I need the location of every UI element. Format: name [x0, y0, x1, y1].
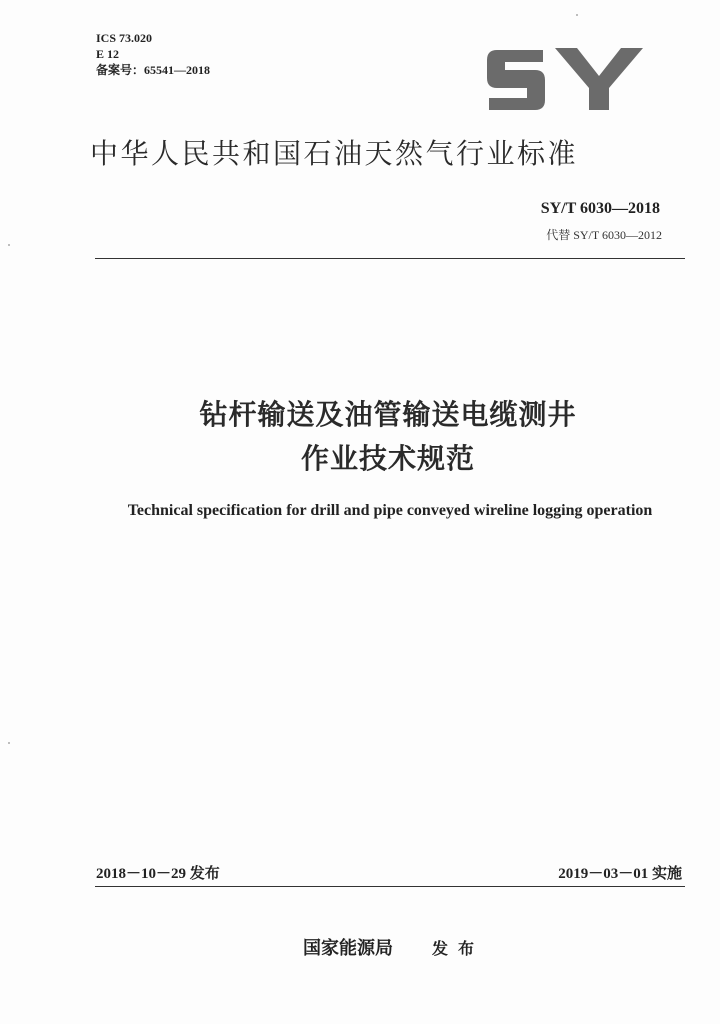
scan-speck [8, 244, 10, 246]
chinese-title-line-1: 钻杆输送及油管输送电缆测井 [199, 398, 577, 431]
publisher-name: 国家能源局 [303, 938, 393, 959]
implementation-date: 2019－03－01 实施 [558, 866, 682, 882]
top-divider [95, 258, 685, 259]
sy-logo [483, 42, 673, 114]
bottom-divider [95, 886, 685, 887]
english-title: Technical specification for drill and pipe conveyed wireline logging operation [127, 502, 653, 519]
classification-block [96, 30, 210, 78]
logo-letter-s [487, 50, 545, 110]
replaces-code: 代替 SY/T 6030—2012 [546, 228, 662, 242]
scan-speck [8, 742, 10, 744]
class-code: E 12 [96, 47, 120, 61]
publish-label: 发布 [432, 939, 485, 958]
standard-code: SY/T 6030—2018 [540, 200, 660, 217]
filing-number: 备案号：65541—2018 [96, 63, 211, 77]
logo-letter-y [555, 48, 643, 110]
org-standard-title: 中华人民共和国石油天然气行业标准 [90, 137, 579, 170]
sy-logo-graphic [483, 42, 673, 114]
issue-date: 2018－10－29 发布 [96, 866, 220, 882]
ics-code: ICS 73.020 [96, 31, 153, 45]
scan-speck [576, 14, 578, 16]
chinese-title-line-2: 作业技术规范 [300, 442, 475, 475]
